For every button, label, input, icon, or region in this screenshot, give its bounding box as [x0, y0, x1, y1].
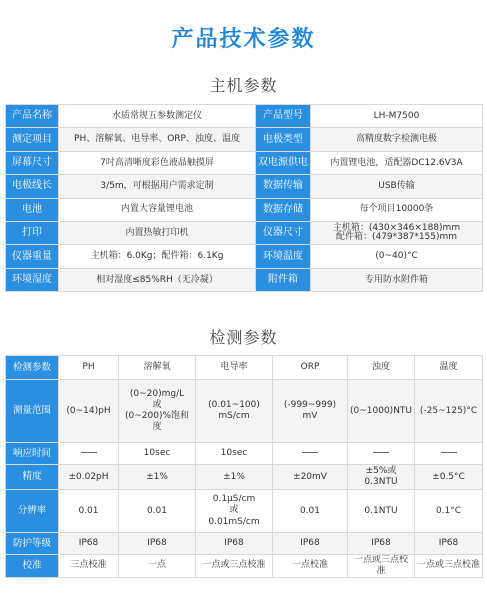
cell-line: 或 [152, 399, 162, 410]
table-row [6, 128, 483, 151]
detect-params-heading: 检测参数 [209, 328, 278, 347]
param-label: 检测参数 [6, 356, 59, 380]
accessory-case-size: 配件箱：(479*387*155)mm [335, 232, 458, 243]
table-cell: 一点或三点校准 [415, 555, 483, 578]
table-cell: 0.01 [59, 490, 119, 533]
table-cell [348, 443, 415, 465]
dash-icon [441, 452, 457, 453]
table-header-row [6, 356, 483, 380]
table-cell [273, 443, 348, 465]
column-header: 电导率 [196, 356, 273, 380]
table-cell: 0.01 [119, 490, 196, 533]
table-row [6, 380, 483, 443]
param-value: 每个项目10000条 [311, 198, 483, 221]
table-cell: ±1% [119, 465, 196, 490]
table-cell: IP68 [196, 533, 273, 555]
table-cell: IP68 [119, 533, 196, 555]
table-cell: 0.01 [273, 490, 348, 533]
param-label: 屏幕尺寸 [6, 151, 59, 174]
table-cell [196, 490, 273, 533]
table-cell: IP68 [415, 533, 483, 555]
table-row [6, 151, 483, 174]
column-header: PH [59, 356, 119, 380]
cell-line: mS/cm [218, 411, 250, 421]
table-cell: 一点或三点校准 [348, 555, 415, 578]
table-row [6, 555, 483, 578]
param-label: 环境温度 [256, 245, 311, 268]
table-row [6, 221, 483, 244]
table-cell: 0.1°C [415, 490, 483, 533]
table-cell: IP68 [348, 533, 415, 555]
table-cell: 0.1NTU [348, 490, 415, 533]
param-label: 数据传输 [256, 175, 311, 198]
param-label: 仪器尺寸 [256, 221, 311, 244]
table-row [6, 443, 483, 465]
column-header: 溶解氧 [119, 356, 196, 380]
table-cell: 10sec [119, 443, 196, 465]
column-header: 浊度 [348, 356, 415, 380]
param-label: 环境湿度 [6, 268, 59, 291]
param-label: 电池 [6, 198, 59, 221]
main-params-table [5, 104, 483, 292]
param-label: 精度 [6, 465, 59, 490]
table-cell: 三点校准 [59, 555, 119, 578]
table-cell [119, 380, 196, 443]
param-value: 内置大容量锂电池 [59, 198, 256, 221]
param-value: 3/5m，可根据用户需求定制 [59, 175, 256, 198]
table-cell: ±0.5°C [415, 465, 483, 490]
param-value: 主机箱：6.0Kg；配件箱：6.1Kg [59, 245, 256, 268]
table-row [6, 490, 483, 533]
param-label: 产品名称 [6, 105, 59, 128]
table-row [6, 198, 483, 221]
param-label: 打印 [6, 221, 59, 244]
page-title: 产品技术参数 [171, 27, 316, 52]
param-label: 测定项目 [6, 128, 59, 151]
cell-line: 0.01mS/cm [208, 516, 260, 527]
param-label: 双电源供电 [256, 151, 311, 174]
main-params-heading: 主机参数 [209, 76, 278, 95]
param-label: 校准 [6, 555, 59, 578]
cell-line: (0~200)%饱和度 [124, 411, 190, 433]
param-label: 产品型号 [256, 105, 311, 128]
cell-line: 0.1μS/cm [212, 494, 256, 505]
table-cell: ±5%或0.3NTU [348, 465, 415, 490]
table-cell: ±1% [196, 465, 273, 490]
table-row [6, 268, 483, 291]
cell-line: (-999~999) [283, 399, 337, 410]
param-value: 相对湿度≤85%RH（无冷凝） [59, 268, 256, 291]
table-cell: ±20mV [273, 465, 348, 490]
table-cell: 10sec [196, 443, 273, 465]
table-cell [196, 380, 273, 443]
table-cell: IP68 [273, 533, 348, 555]
table-row [6, 245, 483, 268]
param-value: 内置锂电池，适配器DC12.6V3A [311, 151, 483, 174]
param-label: 数据存储 [256, 198, 311, 221]
table-cell: 一点校准 [273, 555, 348, 578]
param-label: 分辨率 [6, 490, 59, 533]
param-label: 响应时间 [6, 443, 59, 465]
param-label: 测量范围 [6, 380, 59, 443]
param-value [311, 221, 483, 244]
param-value: 专用防水附件箱 [311, 268, 483, 291]
table-cell: (-25~125)°C [415, 380, 483, 443]
table-cell: 一点 [119, 555, 196, 578]
table-cell [273, 380, 348, 443]
table-cell: 一点或三点校准 [196, 555, 273, 578]
cell-line: mV [302, 411, 318, 421]
table-cell: ±0.02pH [59, 465, 119, 490]
param-value: 高精度数字检测电极 [311, 128, 483, 151]
param-value: 7吋高清晰度彩色液晶触摸屏 [59, 151, 256, 174]
param-label: 防护等级 [6, 533, 59, 555]
column-header: 温度 [415, 356, 483, 380]
host-case-size: 主机箱：(430×346×188)mm [332, 222, 461, 233]
table-row [6, 105, 483, 128]
table-row [6, 465, 483, 490]
column-header: ORP [273, 356, 348, 380]
table-cell: (0~1000)NTU [348, 380, 415, 443]
param-value: LH-M7500 [311, 105, 483, 128]
detect-params-table [5, 355, 483, 578]
param-label: 电极类型 [256, 128, 311, 151]
param-value: USB传输 [311, 175, 483, 198]
table-cell [59, 443, 119, 465]
dash-icon [302, 452, 318, 453]
cell-line: 或 [229, 505, 239, 516]
param-label: 附件箱 [256, 268, 311, 291]
table-cell: IP68 [59, 533, 119, 555]
table-cell: (0~14)pH [59, 380, 119, 443]
param-label: 仪器重量 [6, 245, 59, 268]
param-value: PH、溶解氧、电导率、ORP、浊度、温度 [59, 128, 256, 151]
param-label: 电极线长 [6, 175, 59, 198]
dash-icon [373, 452, 389, 453]
table-row [6, 533, 483, 555]
param-value: 内置热敏打印机 [59, 221, 256, 244]
cell-line: (0.01~100) [208, 399, 260, 410]
param-value: (0~40)°C [311, 245, 483, 268]
table-cell [415, 443, 483, 465]
cell-line: (0~20)mg/L [129, 388, 185, 399]
table-row [6, 175, 483, 198]
param-value: 水质常规五参数测定仪 [59, 105, 256, 128]
dash-icon [81, 452, 97, 453]
